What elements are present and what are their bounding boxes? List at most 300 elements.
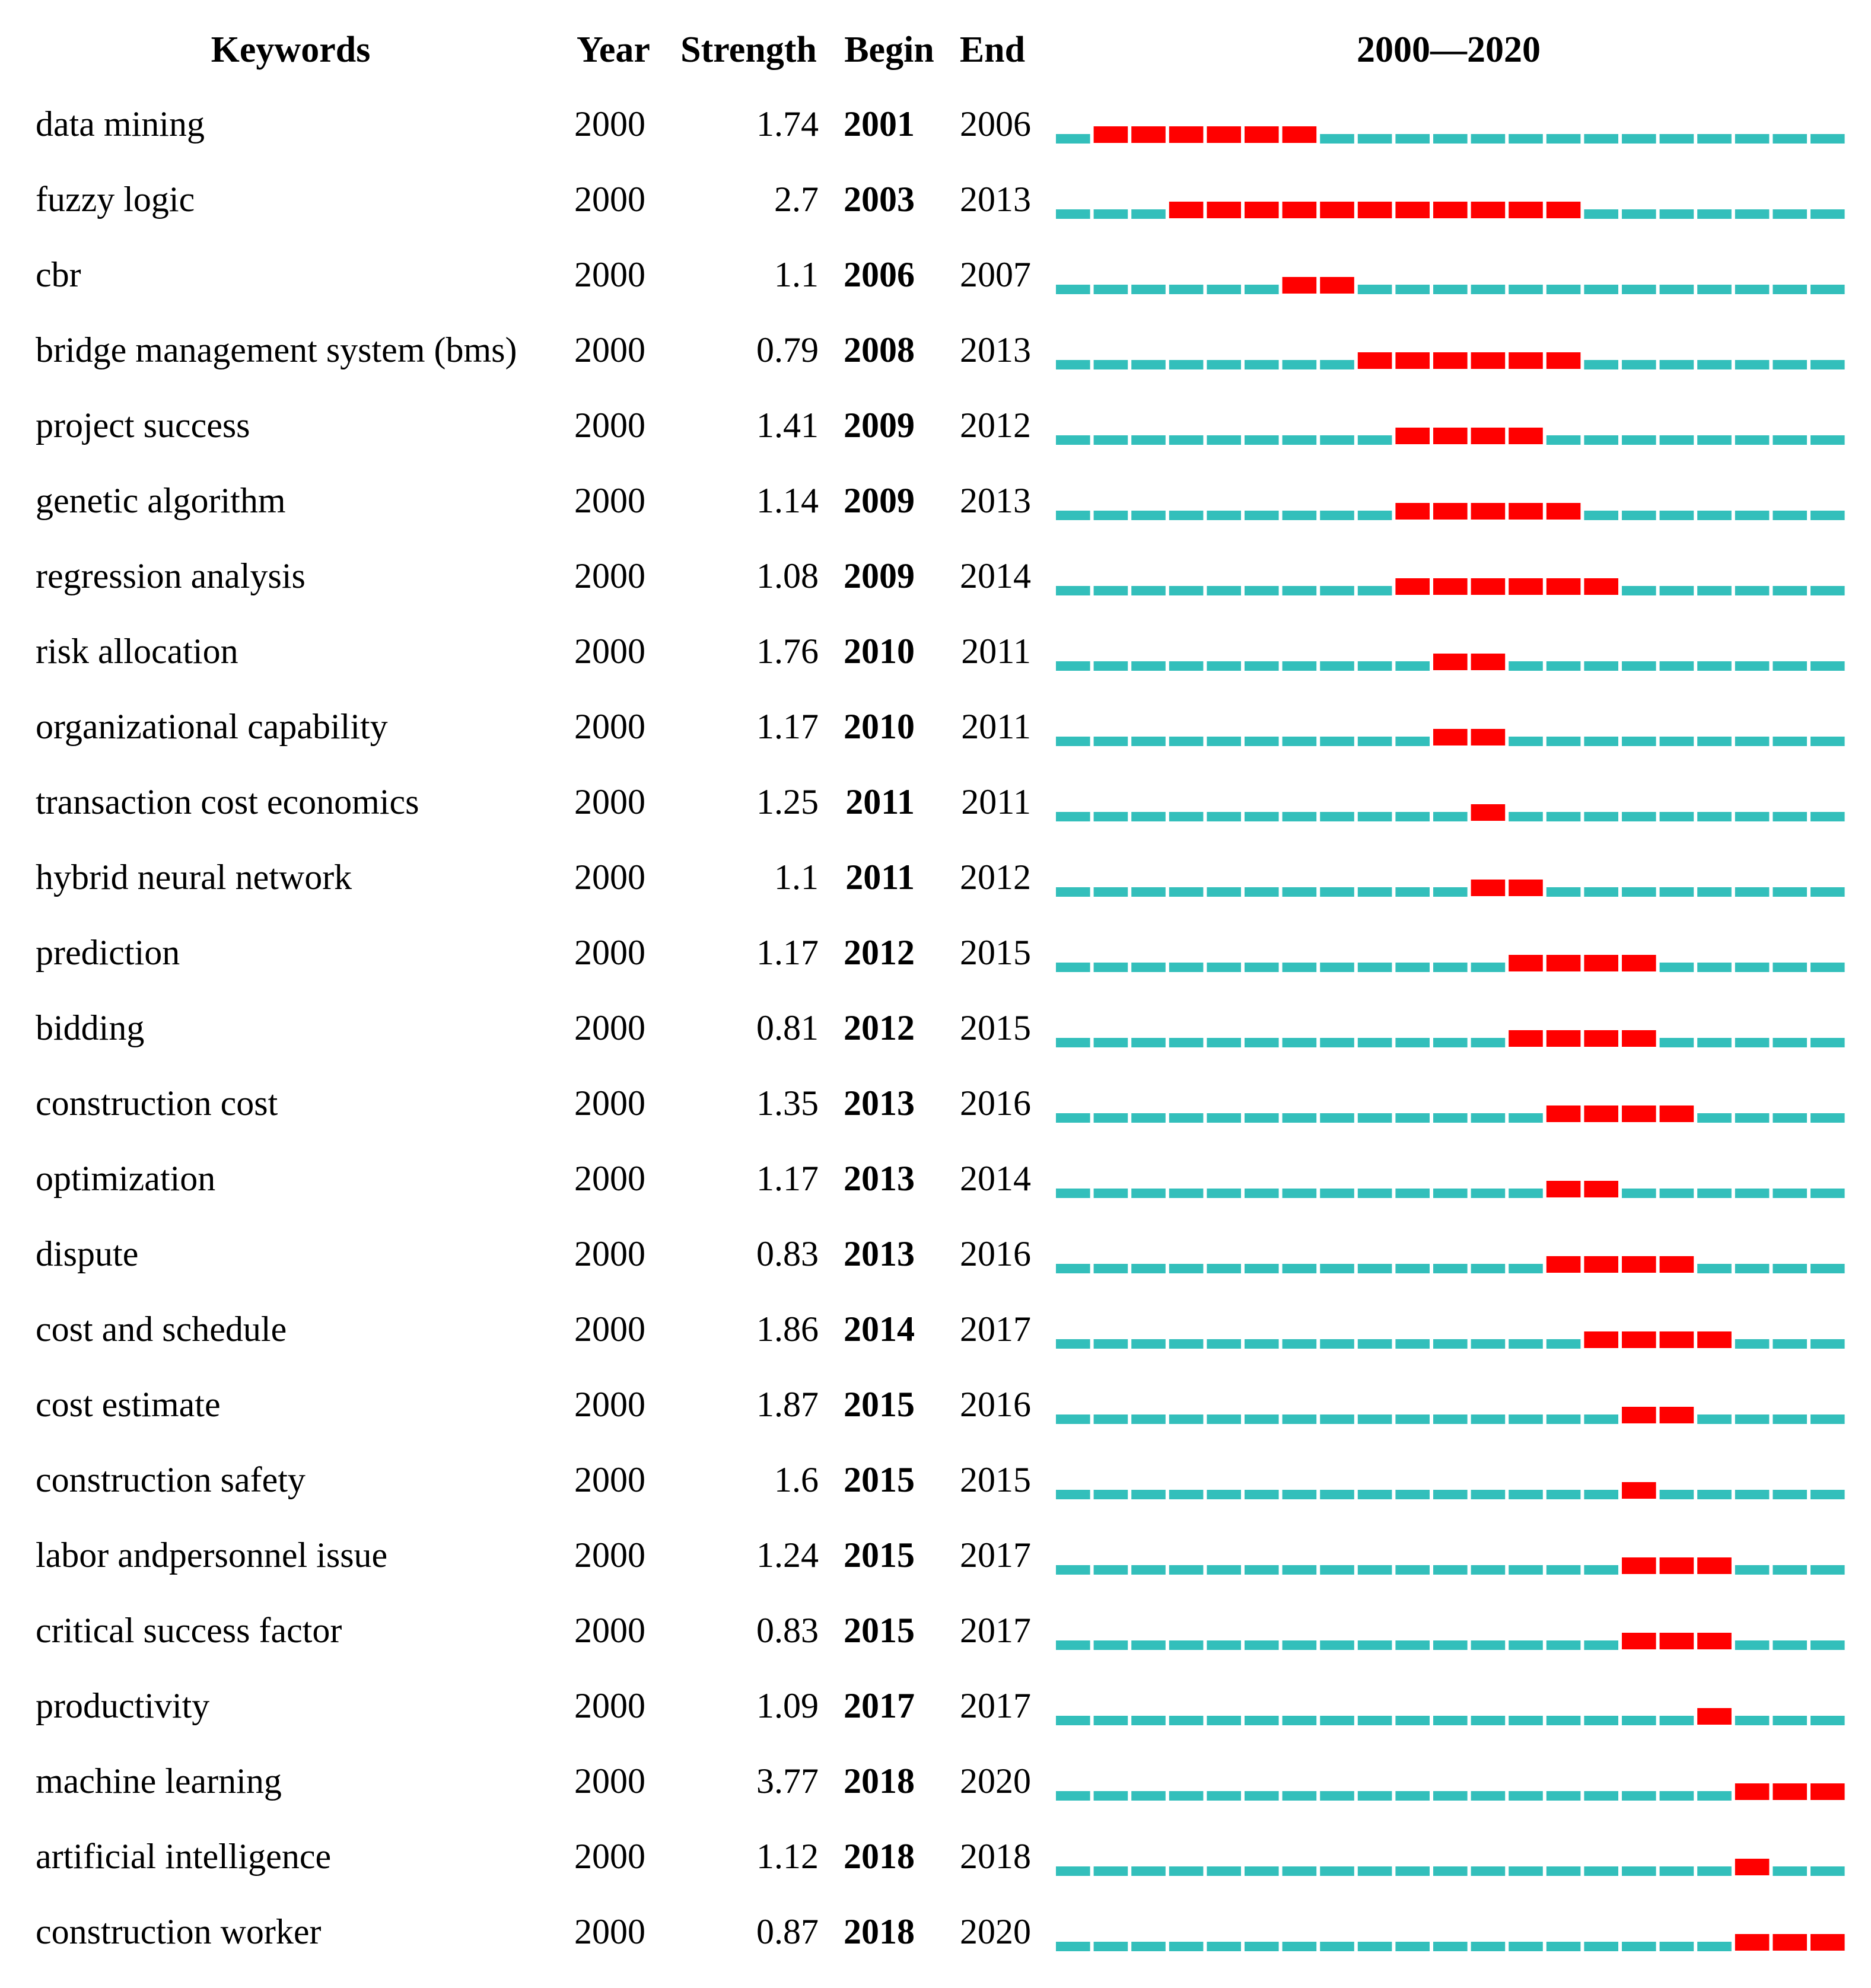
timeline-segment bbox=[1660, 209, 1694, 219]
table-row bbox=[36, 1535, 1845, 1575]
year-value: 2000 bbox=[574, 1686, 645, 1725]
timeline-segment bbox=[1245, 1866, 1279, 1876]
timeline-segment bbox=[1395, 1414, 1430, 1424]
timeline-segment bbox=[1773, 134, 1807, 144]
table-row bbox=[36, 330, 1845, 369]
timeline-segment bbox=[1056, 511, 1090, 520]
timeline-segment bbox=[1433, 1791, 1468, 1801]
burst-segment bbox=[1773, 1934, 1807, 1951]
timeline-segment bbox=[1773, 209, 1807, 219]
timeline-segment bbox=[1547, 1414, 1581, 1424]
timeline-segment bbox=[1697, 887, 1732, 897]
timeline-segment bbox=[1547, 1565, 1581, 1575]
burst-segment bbox=[1169, 202, 1204, 218]
keyword-label: cbr bbox=[36, 255, 81, 294]
strength-value: 1.1 bbox=[774, 858, 819, 897]
timeline-segment bbox=[1471, 1791, 1506, 1801]
year-value: 2000 bbox=[574, 255, 645, 294]
timeline-segment bbox=[1395, 1339, 1430, 1349]
timeline-segment bbox=[1207, 435, 1241, 445]
timeline-segment bbox=[1471, 1490, 1506, 1499]
timeline-segment bbox=[1358, 435, 1392, 445]
timeline-segment bbox=[1320, 1866, 1354, 1876]
timeline-segment bbox=[1395, 1189, 1430, 1198]
timeline-segment bbox=[1509, 1565, 1543, 1575]
timeline-segment bbox=[1207, 1339, 1241, 1349]
timeline-segment bbox=[1169, 1038, 1204, 1047]
timeline-segment bbox=[1245, 1942, 1279, 1951]
timeline-segment bbox=[1056, 1866, 1090, 1876]
end-value: 2013 bbox=[960, 481, 1031, 520]
timeline-segment bbox=[1056, 887, 1090, 897]
end-value: 2020 bbox=[960, 1761, 1031, 1801]
burst-segment bbox=[1395, 503, 1430, 520]
burst-segment bbox=[1169, 126, 1204, 143]
timeline-segment bbox=[1056, 586, 1090, 595]
header-end: End bbox=[959, 30, 1026, 70]
timeline-segment bbox=[1395, 1264, 1430, 1273]
burst-segment bbox=[1131, 126, 1166, 143]
timeline-segment bbox=[1547, 1942, 1581, 1951]
year-value: 2000 bbox=[574, 1837, 645, 1876]
burst-segment bbox=[1697, 1331, 1732, 1348]
year-value: 2000 bbox=[574, 180, 645, 219]
timeline-segment bbox=[1320, 812, 1354, 821]
timeline-segment bbox=[1660, 1866, 1694, 1876]
timeline-segment bbox=[1056, 1414, 1090, 1424]
begin-value: 2001 bbox=[844, 104, 915, 144]
timeline-segment bbox=[1810, 285, 1845, 294]
table-row bbox=[36, 1385, 1845, 1424]
timeline-segment bbox=[1169, 435, 1204, 445]
timeline-segment bbox=[1433, 1716, 1468, 1725]
timeline-segment bbox=[1131, 1716, 1166, 1725]
keyword-label: construction cost bbox=[36, 1084, 278, 1123]
timeline-segment bbox=[1207, 1113, 1241, 1123]
timeline-segment bbox=[1660, 1791, 1694, 1801]
timeline-segment bbox=[1810, 1113, 1845, 1123]
end-value: 2017 bbox=[960, 1535, 1031, 1575]
timeline-segment bbox=[1471, 1264, 1506, 1273]
timeline-segment bbox=[1395, 285, 1430, 294]
timeline-segment bbox=[1810, 1264, 1845, 1273]
begin-value: 2018 bbox=[844, 1761, 915, 1801]
timeline-segment bbox=[1056, 134, 1090, 144]
timeline-segment bbox=[1131, 1866, 1166, 1876]
begin-value: 2003 bbox=[844, 180, 915, 219]
timeline-segment bbox=[1283, 1189, 1317, 1198]
timeline-segment bbox=[1471, 1716, 1506, 1725]
header-keywords: Keywords bbox=[211, 30, 371, 70]
timeline-segment bbox=[1169, 812, 1204, 821]
timeline-segment bbox=[1509, 1640, 1543, 1650]
timeline-segment bbox=[1622, 586, 1656, 595]
timeline-segment bbox=[1810, 963, 1845, 972]
timeline-segment bbox=[1169, 1189, 1204, 1198]
table-row bbox=[36, 1084, 1845, 1123]
strength-value: 1.76 bbox=[756, 632, 819, 671]
table-row bbox=[36, 556, 1845, 595]
timeline-segment bbox=[1283, 887, 1317, 897]
timeline-segment bbox=[1622, 737, 1656, 746]
timeline-segment bbox=[1169, 1339, 1204, 1349]
timeline-segment bbox=[1094, 360, 1128, 369]
header-strength: Strength bbox=[680, 30, 817, 70]
timeline-segment bbox=[1433, 1038, 1468, 1047]
timeline-segment bbox=[1207, 1640, 1241, 1650]
burst-segment bbox=[1660, 1256, 1694, 1273]
timeline-segment bbox=[1094, 209, 1128, 219]
timeline-segment bbox=[1584, 1866, 1618, 1876]
timeline-segment bbox=[1094, 1791, 1128, 1801]
keyword-label: construction worker bbox=[36, 1912, 322, 1951]
timeline-segment bbox=[1169, 661, 1204, 671]
timeline-segment bbox=[1810, 1490, 1845, 1499]
timeline-segment bbox=[1660, 661, 1694, 671]
timeline-segment bbox=[1131, 511, 1166, 520]
keyword-label: critical success factor bbox=[36, 1611, 342, 1650]
timeline-segment bbox=[1810, 209, 1845, 219]
table-row bbox=[36, 1686, 1845, 1725]
burst-segment bbox=[1584, 1256, 1618, 1273]
begin-value: 2017 bbox=[844, 1686, 915, 1725]
timeline-segment bbox=[1433, 1339, 1468, 1349]
timeline-segment bbox=[1131, 1791, 1166, 1801]
timeline-segment bbox=[1395, 812, 1430, 821]
burst-segment bbox=[1471, 804, 1506, 821]
timeline-segment bbox=[1735, 134, 1770, 144]
timeline-segment bbox=[1358, 1038, 1392, 1047]
year-value: 2000 bbox=[574, 782, 645, 821]
timeline-segment bbox=[1660, 435, 1694, 445]
keyword-label: risk allocation bbox=[36, 632, 238, 671]
timeline-segment bbox=[1094, 963, 1128, 972]
timeline-segment bbox=[1358, 1716, 1392, 1725]
timeline-segment bbox=[1395, 1866, 1430, 1876]
timeline-segment bbox=[1320, 1038, 1354, 1047]
end-value: 2015 bbox=[960, 1460, 1031, 1499]
timeline-segment bbox=[1697, 661, 1732, 671]
timeline-segment bbox=[1509, 285, 1543, 294]
year-value: 2000 bbox=[574, 330, 645, 369]
timeline-segment bbox=[1622, 1866, 1656, 1876]
timeline-segment bbox=[1697, 1866, 1732, 1876]
timeline-segment bbox=[1810, 134, 1845, 144]
timeline-segment bbox=[1509, 1716, 1543, 1725]
burst-segment bbox=[1395, 352, 1430, 369]
end-value: 2015 bbox=[960, 1008, 1031, 1047]
timeline-segment bbox=[1735, 1189, 1770, 1198]
timeline-segment bbox=[1584, 661, 1618, 671]
burst-segment bbox=[1433, 202, 1468, 218]
burst-segment bbox=[1471, 654, 1506, 670]
timeline-segment bbox=[1169, 1942, 1204, 1951]
timeline-segment bbox=[1660, 360, 1694, 369]
strength-value: 1.12 bbox=[756, 1837, 819, 1876]
timeline-segment bbox=[1697, 360, 1732, 369]
timeline-segment bbox=[1509, 1942, 1543, 1951]
timeline-segment bbox=[1358, 887, 1392, 897]
timeline-segment bbox=[1207, 963, 1241, 972]
timeline-segment bbox=[1283, 661, 1317, 671]
timeline-segment bbox=[1584, 737, 1618, 746]
timeline-segment bbox=[1131, 812, 1166, 821]
year-value: 2000 bbox=[574, 707, 645, 746]
end-value: 2013 bbox=[960, 330, 1031, 369]
strength-value: 1.87 bbox=[756, 1385, 819, 1424]
timeline-segment bbox=[1245, 1189, 1279, 1198]
timeline-segment bbox=[1245, 586, 1279, 595]
header-year: Year bbox=[577, 30, 650, 70]
timeline-segment bbox=[1773, 1038, 1807, 1047]
timeline-segment bbox=[1131, 963, 1166, 972]
timeline-segment bbox=[1131, 1113, 1166, 1123]
burst-segment bbox=[1584, 955, 1618, 971]
end-value: 2017 bbox=[960, 1310, 1031, 1349]
year-value: 2000 bbox=[574, 1234, 645, 1273]
timeline-segment bbox=[1395, 887, 1430, 897]
timeline-segment bbox=[1094, 1339, 1128, 1349]
timeline-segment bbox=[1547, 1791, 1581, 1801]
year-value: 2000 bbox=[574, 1159, 645, 1198]
timeline-segment bbox=[1547, 1716, 1581, 1725]
timeline-segment bbox=[1433, 1113, 1468, 1123]
timeline-segment bbox=[1245, 737, 1279, 746]
burst-segment bbox=[1584, 1105, 1618, 1122]
timeline-segment bbox=[1094, 1264, 1128, 1273]
timeline-segment bbox=[1320, 435, 1354, 445]
timeline-segment bbox=[1433, 1565, 1468, 1575]
timeline-segment bbox=[1056, 1716, 1090, 1725]
end-value: 2012 bbox=[960, 406, 1031, 445]
strength-value: 1.25 bbox=[756, 782, 819, 821]
timeline-segment bbox=[1660, 586, 1694, 595]
timeline-segment bbox=[1735, 1490, 1770, 1499]
burst-segment bbox=[1395, 578, 1430, 595]
burst-segment bbox=[1358, 202, 1392, 218]
timeline-segment bbox=[1773, 737, 1807, 746]
burst-segment bbox=[1697, 1557, 1732, 1574]
timeline-segment bbox=[1358, 1942, 1392, 1951]
timeline-segment bbox=[1283, 963, 1317, 972]
timeline-segment bbox=[1056, 1189, 1090, 1198]
timeline-segment bbox=[1169, 360, 1204, 369]
timeline-segment bbox=[1697, 963, 1732, 972]
timeline-segment bbox=[1131, 435, 1166, 445]
burst-segment bbox=[1584, 578, 1618, 595]
timeline-segment bbox=[1584, 1414, 1618, 1424]
timeline-segment bbox=[1358, 963, 1392, 972]
begin-value: 2013 bbox=[844, 1159, 915, 1198]
begin-value: 2008 bbox=[844, 330, 915, 369]
strength-value: 1.17 bbox=[756, 1159, 819, 1198]
timeline-segment bbox=[1622, 1942, 1656, 1951]
timeline-segment bbox=[1810, 1565, 1845, 1575]
timeline-segment bbox=[1245, 1414, 1279, 1424]
table-row bbox=[36, 707, 1845, 746]
timeline-segment bbox=[1547, 285, 1581, 294]
timeline-segment bbox=[1584, 1791, 1618, 1801]
timeline-segment bbox=[1395, 1791, 1430, 1801]
timeline-segment bbox=[1056, 209, 1090, 219]
begin-value: 2011 bbox=[845, 858, 915, 897]
timeline-segment bbox=[1735, 511, 1770, 520]
timeline-segment bbox=[1471, 1189, 1506, 1198]
timeline-segment bbox=[1622, 285, 1656, 294]
timeline-segment bbox=[1471, 1866, 1506, 1876]
timeline-segment bbox=[1622, 812, 1656, 821]
burst-segment bbox=[1547, 352, 1581, 369]
timeline-segment bbox=[1395, 661, 1430, 671]
timeline-segment bbox=[1622, 209, 1656, 219]
timeline-segment bbox=[1169, 737, 1204, 746]
burst-segment bbox=[1622, 1331, 1656, 1348]
timeline-segment bbox=[1169, 511, 1204, 520]
end-value: 2013 bbox=[960, 180, 1031, 219]
end-value: 2006 bbox=[960, 104, 1031, 144]
timeline-segment bbox=[1320, 1339, 1354, 1349]
timeline-segment bbox=[1207, 661, 1241, 671]
keyword-label: genetic algorithm bbox=[36, 481, 286, 520]
table-row bbox=[36, 1611, 1845, 1650]
timeline-segment bbox=[1245, 887, 1279, 897]
timeline-segment bbox=[1735, 812, 1770, 821]
burst-segment bbox=[1433, 654, 1468, 670]
burst-segment bbox=[1547, 578, 1581, 595]
end-value: 2015 bbox=[960, 933, 1031, 972]
timeline-segment bbox=[1131, 661, 1166, 671]
timeline-segment bbox=[1622, 661, 1656, 671]
timeline-segment bbox=[1697, 737, 1732, 746]
burst-segment bbox=[1433, 578, 1468, 595]
timeline-segment bbox=[1056, 1942, 1090, 1951]
table-row bbox=[36, 782, 1845, 821]
timeline-segment bbox=[1584, 511, 1618, 520]
timeline-segment bbox=[1433, 1640, 1468, 1650]
end-value: 2011 bbox=[961, 782, 1031, 821]
table-row bbox=[36, 255, 1845, 294]
timeline-segment bbox=[1773, 1716, 1807, 1725]
burst-segment bbox=[1509, 352, 1543, 369]
timeline-segment bbox=[1773, 360, 1807, 369]
timeline-segment bbox=[1131, 1565, 1166, 1575]
timeline-segment bbox=[1773, 435, 1807, 445]
timeline-segment bbox=[1433, 1264, 1468, 1273]
burst-segment bbox=[1471, 503, 1506, 520]
timeline-segment bbox=[1810, 360, 1845, 369]
timeline-segment bbox=[1056, 1490, 1090, 1499]
timeline-segment bbox=[1131, 360, 1166, 369]
burst-segment bbox=[1622, 1407, 1656, 1423]
burst-segment bbox=[1584, 1181, 1618, 1197]
timeline-segment bbox=[1358, 1264, 1392, 1273]
timeline-segment bbox=[1433, 1414, 1468, 1424]
timeline-segment bbox=[1283, 586, 1317, 595]
keyword-label: data mining bbox=[36, 104, 205, 144]
timeline-segment bbox=[1320, 1490, 1354, 1499]
timeline-segment bbox=[1697, 209, 1732, 219]
timeline-segment bbox=[1320, 1640, 1354, 1650]
timeline-segment bbox=[1283, 1490, 1317, 1499]
timeline-segment bbox=[1169, 1716, 1204, 1725]
table-row bbox=[36, 1310, 1845, 1349]
end-value: 2007 bbox=[960, 255, 1031, 294]
timeline-segment bbox=[1245, 1565, 1279, 1575]
timeline-segment bbox=[1320, 661, 1354, 671]
keyword-label: machine learning bbox=[36, 1761, 282, 1801]
timeline-segment bbox=[1622, 1791, 1656, 1801]
timeline-segment bbox=[1395, 1490, 1430, 1499]
burst-segment bbox=[1622, 955, 1656, 971]
burst-segment bbox=[1471, 352, 1506, 369]
timeline-segment bbox=[1810, 887, 1845, 897]
timeline-segment bbox=[1810, 1414, 1845, 1424]
strength-value: 0.83 bbox=[756, 1611, 819, 1650]
timeline-segment bbox=[1169, 887, 1204, 897]
burst-segment bbox=[1622, 1557, 1656, 1574]
timeline-segment bbox=[1395, 1942, 1430, 1951]
timeline-segment bbox=[1283, 1640, 1317, 1650]
timeline-segment bbox=[1320, 1189, 1354, 1198]
timeline-segment bbox=[1245, 1490, 1279, 1499]
burst-segment bbox=[1509, 503, 1543, 520]
timeline-segment bbox=[1131, 1264, 1166, 1273]
timeline-segment bbox=[1735, 887, 1770, 897]
timeline-segment bbox=[1509, 1189, 1543, 1198]
timeline-segment bbox=[1433, 887, 1468, 897]
timeline-segment bbox=[1358, 1339, 1392, 1349]
timeline-segment bbox=[1584, 1640, 1618, 1650]
timeline-segment bbox=[1584, 435, 1618, 445]
begin-value: 2013 bbox=[844, 1234, 915, 1273]
timeline-segment bbox=[1056, 963, 1090, 972]
timeline-segment bbox=[1245, 1791, 1279, 1801]
timeline-segment bbox=[1245, 285, 1279, 294]
timeline-segment bbox=[1245, 963, 1279, 972]
timeline-segment bbox=[1622, 435, 1656, 445]
timeline-segment bbox=[1320, 1264, 1354, 1273]
timeline-segment bbox=[1245, 511, 1279, 520]
timeline-segment bbox=[1245, 1339, 1279, 1349]
strength-value: 1.24 bbox=[756, 1535, 819, 1575]
year-value: 2000 bbox=[574, 1008, 645, 1047]
strength-value: 3.77 bbox=[756, 1761, 819, 1801]
timeline-segment bbox=[1169, 1565, 1204, 1575]
timeline-segment bbox=[1395, 1113, 1430, 1123]
timeline-segment bbox=[1697, 1490, 1732, 1499]
timeline-segment bbox=[1471, 963, 1506, 972]
burst-segment bbox=[1509, 428, 1543, 444]
timeline-segment bbox=[1358, 812, 1392, 821]
timeline-segment bbox=[1395, 1565, 1430, 1575]
timeline-segment bbox=[1735, 586, 1770, 595]
burst-segment bbox=[1320, 202, 1354, 218]
timeline-segment bbox=[1697, 1264, 1732, 1273]
year-value: 2000 bbox=[574, 1385, 645, 1424]
timeline-segment bbox=[1131, 1038, 1166, 1047]
burst-segment bbox=[1735, 1934, 1770, 1951]
table-rows bbox=[36, 104, 1845, 1951]
timeline-segment bbox=[1094, 435, 1128, 445]
timeline-segment bbox=[1207, 1565, 1241, 1575]
strength-value: 1.35 bbox=[756, 1084, 819, 1123]
timeline-segment bbox=[1131, 887, 1166, 897]
timeline-segment bbox=[1735, 1339, 1770, 1349]
end-value: 2017 bbox=[960, 1611, 1031, 1650]
timeline-segment bbox=[1395, 1038, 1430, 1047]
year-value: 2000 bbox=[574, 858, 645, 897]
table-row bbox=[36, 406, 1845, 445]
